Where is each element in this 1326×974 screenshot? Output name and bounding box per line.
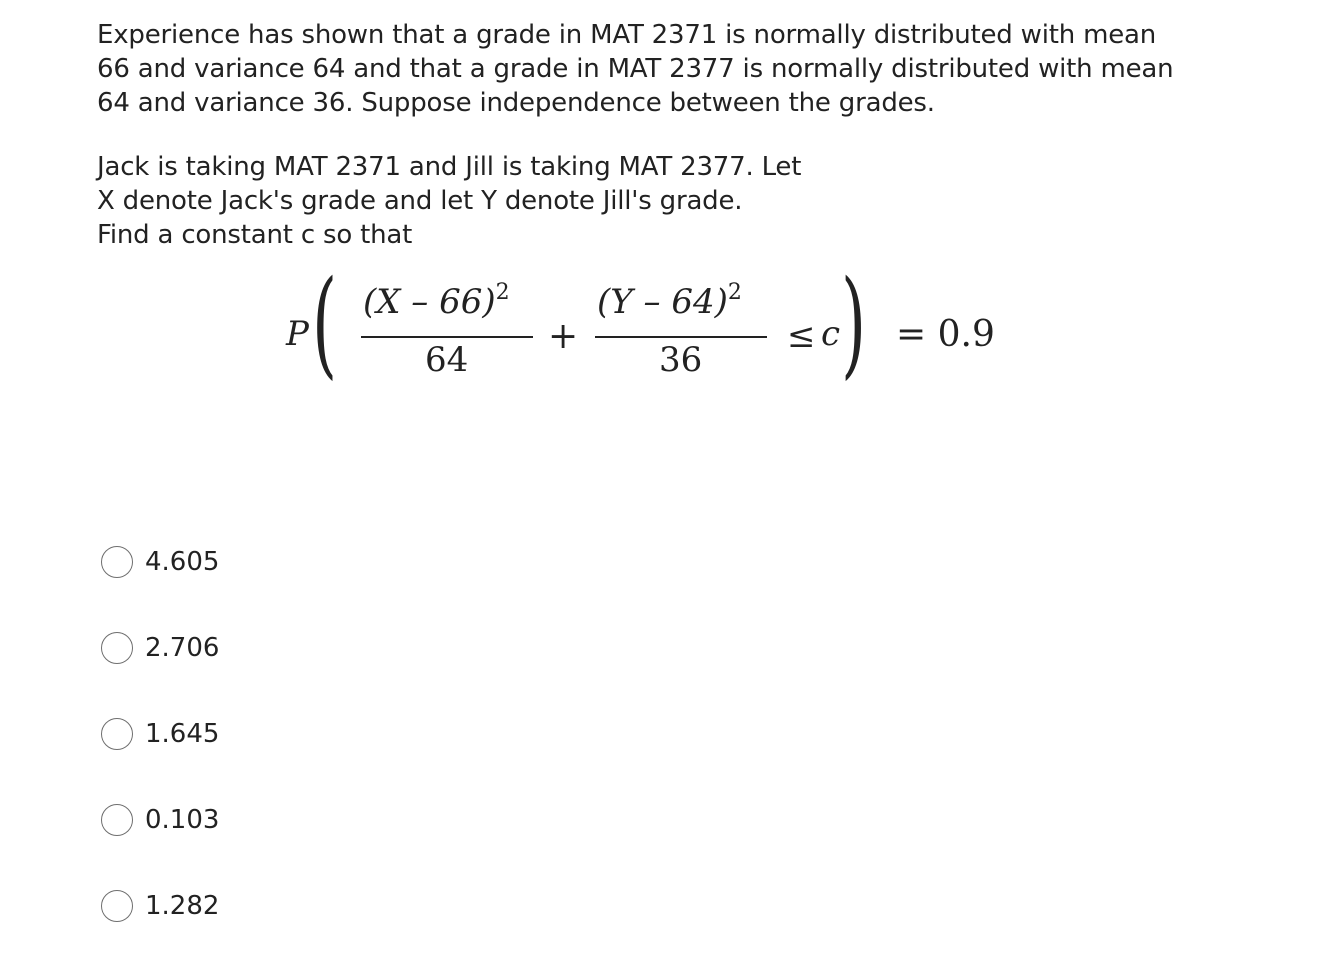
probability-equation — [286, 256, 1006, 396]
question-paragraph-1 — [97, 18, 1197, 120]
question-text — [97, 18, 1197, 252]
answer-option-3[interactable] — [101, 716, 219, 752]
question-line: 64 and variance 36. Suppose independence between the grades. — [97, 88, 935, 118]
answer-option-label[interactable]: 4.605 — [145, 547, 220, 577]
answer-option-2[interactable] — [101, 630, 219, 666]
left-parenthesis: ( — [312, 256, 338, 391]
answer-option-label[interactable]: 0.103 — [145, 805, 220, 835]
question-line: Experience has shown that a grade in MAT 2371 is normally distributed with mean — [97, 20, 1157, 50]
radio-button-icon[interactable] — [101, 804, 133, 836]
fraction-1-numerator — [363, 280, 510, 322]
question-line: 66 and variance 64 and that a grade in MAT 2377 is normally distributed with mean — [97, 54, 1174, 84]
question-line: X denote Jack's grade and let Y denote Jill's grade. — [97, 186, 743, 216]
constant-c: c — [821, 314, 841, 354]
radio-button-icon[interactable] — [101, 546, 133, 578]
equation-rhs: = 0.9 — [896, 314, 995, 355]
answer-option-4[interactable] — [101, 802, 219, 838]
question-line: Find a constant c so that — [97, 220, 413, 250]
fraction-2-bar — [595, 336, 767, 338]
fraction-2-numerator-text: (Y – 64) — [597, 282, 728, 322]
plus-sign: + — [548, 316, 579, 357]
radio-button-icon[interactable] — [101, 890, 133, 922]
fraction-1-denominator: 64 — [425, 340, 469, 380]
answer-option-1[interactable] — [101, 544, 219, 580]
fraction-2-denominator: 36 — [659, 340, 703, 380]
radio-button-icon[interactable] — [101, 632, 133, 664]
question-paragraph-2 — [97, 150, 1197, 252]
right-parenthesis: ) — [841, 256, 867, 391]
answer-option-label[interactable]: 1.645 — [145, 719, 220, 749]
answer-options — [101, 544, 219, 974]
answer-option-label[interactable]: 1.282 — [145, 891, 220, 921]
question-line: Jack is taking MAT 2371 and Jill is taking MAT 2377. Let — [97, 152, 802, 182]
fraction-1-exponent: 2 — [495, 280, 510, 305]
radio-button-icon[interactable] — [101, 718, 133, 750]
fraction-1-numerator-text: (X – 66) — [363, 282, 496, 322]
fraction-1-bar — [361, 336, 533, 338]
answer-option-5[interactable] — [101, 888, 219, 924]
fraction-2-numerator — [597, 280, 742, 322]
answer-option-label[interactable]: 2.706 — [145, 633, 220, 663]
less-or-equal-sign: ≤ — [787, 316, 816, 356]
fraction-2-exponent: 2 — [727, 280, 742, 305]
probability-symbol: P — [286, 314, 309, 354]
